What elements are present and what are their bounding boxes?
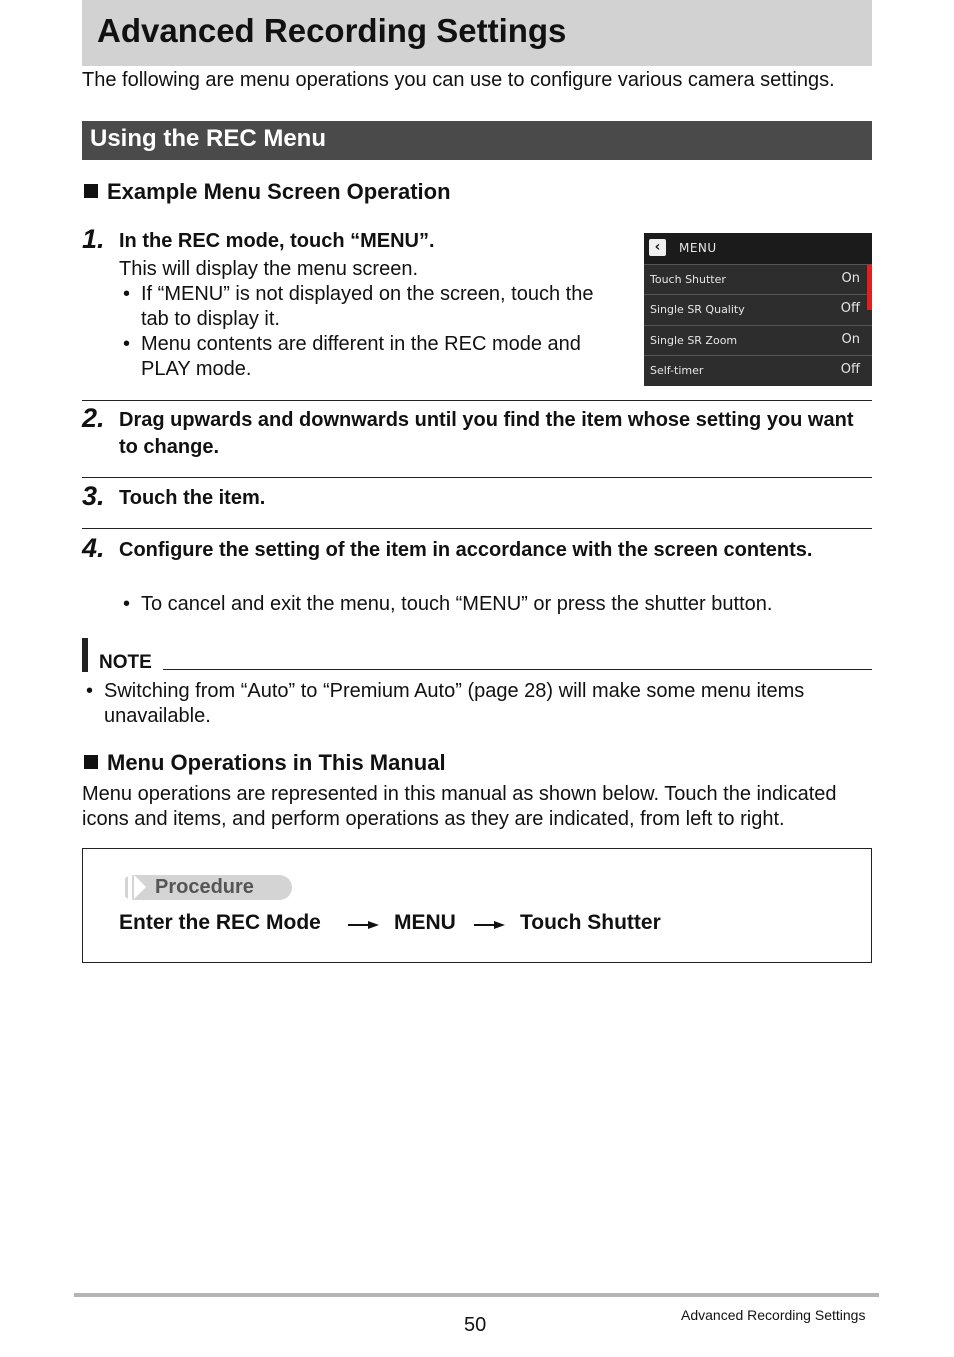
footer-section-title: Advanced Recording Settings [681,1307,866,1323]
square-bullet-icon [84,184,98,198]
row-label: Single SR Zoom [650,334,738,347]
step-1-bullet-2: • Menu contents are different in the REC mode and PLAY mode. [123,333,581,380]
page-number: 50 [464,1314,487,1336]
divider [82,477,872,478]
procedure-tab-icon [134,875,146,899]
camera-menu-screenshot [644,233,872,386]
chevron-left-icon: ‹ [649,239,666,256]
row-value: On [841,332,860,347]
divider [82,528,872,529]
step-1-number: 1. [82,224,105,254]
step-3-number: 3. [82,481,105,511]
page-title: Advanced Recording Settings [97,12,567,49]
row-label: Single SR Quality [650,303,745,316]
row-label: Touch Shutter [650,273,726,286]
step-1-text: In the REC mode, touch “MENU”. [119,230,435,252]
note-label: NOTE [99,652,152,673]
section-title: Using the REC Menu [90,125,327,152]
camera-menu-header [644,233,872,264]
procedure-step: MENU [394,911,456,934]
row-label: Self-timer [650,364,704,377]
menu-ops-heading: Menu Operations in This Manual [84,750,446,776]
step-2-number: 2. [82,403,105,433]
note-marker [82,638,88,672]
scroll-indicator [867,265,872,310]
square-bullet-icon [84,755,98,769]
procedure-step: Touch Shutter [520,911,661,934]
step-4-text: Configure the setting of the item in accordance with the screen contents. [119,539,813,561]
procedure-box [82,848,872,963]
row-value: Off [840,301,860,316]
menu-ops-body: Menu operations are represented in this manual as shown below. Touch the indicated icons and items, and perform operations as they are indicated, from left to right. [82,783,837,830]
camera-menu-row [644,325,872,356]
camera-menu-row [644,294,872,325]
footer-rule [74,1293,879,1297]
example-heading: Example Menu Screen Operation [84,179,451,205]
step-1-body: This will display the menu screen. [119,258,419,280]
intro-text: The following are menu operations you can use to configure various camera settings. [82,69,835,91]
step-2-text: Drag upwards and downwards until you find the item whose setting you want to change. [119,409,854,458]
note-rule [163,669,872,670]
camera-menu-title: MENU [679,241,717,255]
camera-menu-row [644,355,872,386]
procedure-step: Enter the REC Mode [119,911,321,934]
arrow-right-icon [472,912,506,936]
arrow-right-icon [346,912,380,936]
step-4-number: 4. [82,533,105,563]
step-4-bullet-1: • To cancel and exit the menu, touch “MENU” or press the shutter button. [123,593,773,615]
divider [82,400,872,401]
procedure-label: Procedure [155,876,254,898]
step-1-bullet-1: • If “MENU” is not displayed on the screen, touch the tab to display it. [123,283,594,330]
camera-menu-row [644,264,872,295]
row-value: Off [840,362,860,377]
note-bullet-1: • Switching from “Auto” to “Premium Auto” (page 28) will make some menu items unavailable. [86,680,805,727]
row-value: On [841,271,860,286]
step-3-text: Touch the item. [119,487,266,509]
